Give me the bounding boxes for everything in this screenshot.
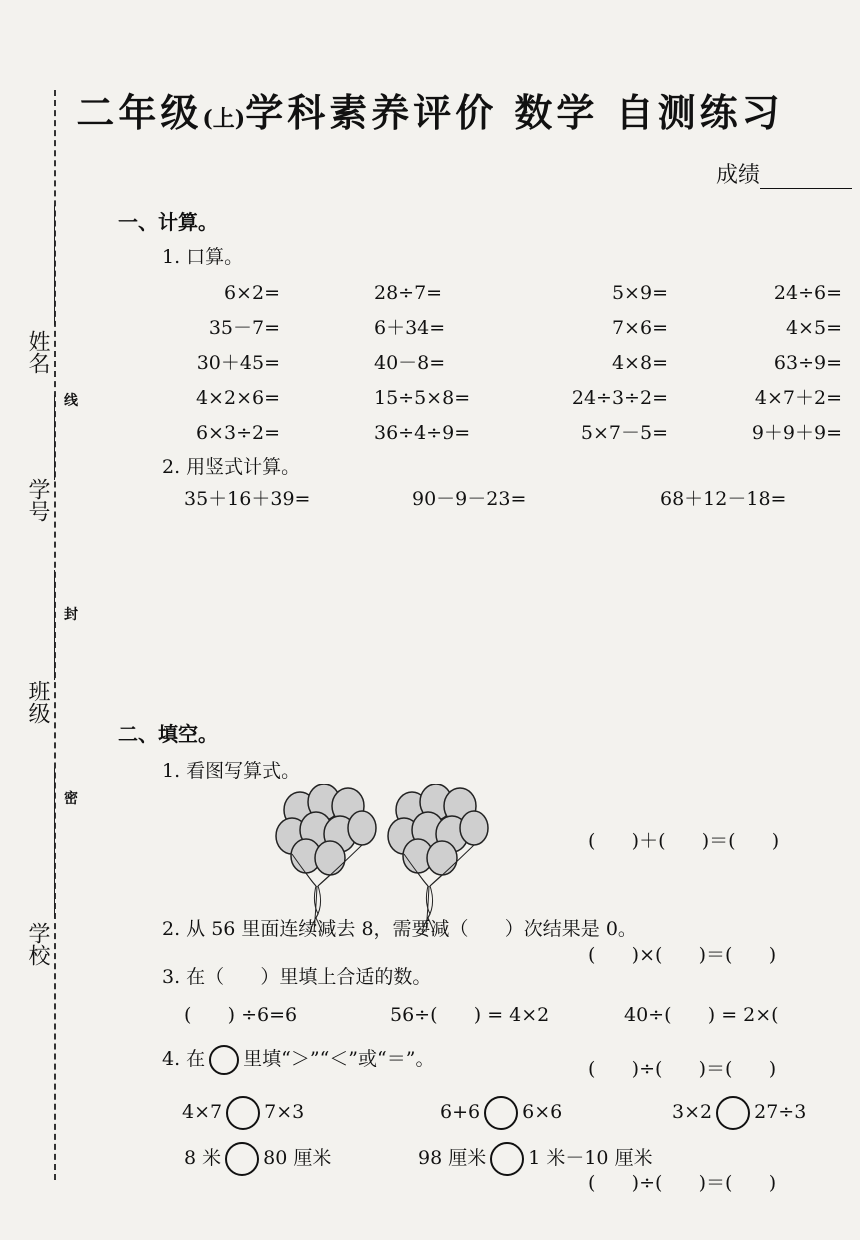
school-blank <box>54 768 55 918</box>
compare-left: 6+6 <box>440 1101 481 1123</box>
problem: 40－8= <box>374 352 446 374</box>
q2-text: 2. 从 56 里面连续减去 8，需要减（ ）次结果是 0。 <box>162 918 637 940</box>
compare-right: 27÷3 <box>754 1101 807 1123</box>
seal-mark-line: 线 <box>64 393 78 409</box>
problem: 4×2×6= <box>195 387 280 409</box>
problem: 5×7－5= <box>580 422 668 444</box>
problem: 5×9= <box>611 282 668 304</box>
q4-prefix: 4. 在 <box>162 1048 206 1070</box>
oral-col-1 <box>188 276 280 451</box>
vertical-problem-3: 68＋12－18= <box>660 488 787 510</box>
compare-circle[interactable] <box>490 1142 524 1176</box>
class-blank <box>54 570 55 680</box>
score-blank[interactable] <box>760 166 852 189</box>
oral-col-3 <box>560 276 668 451</box>
problem: 6×2= <box>223 282 280 304</box>
section-2-heading: 二、填空。 <box>118 722 218 746</box>
compare-item <box>418 1142 653 1176</box>
problem: 30＋45= <box>196 352 280 374</box>
compare-left: 98 厘米 <box>418 1147 487 1169</box>
compare-item <box>182 1096 304 1130</box>
name-label: 姓名 <box>25 330 50 374</box>
score-label: 成绩 <box>715 163 760 188</box>
compare-left: 4×7 <box>182 1101 223 1123</box>
problem: 6＋34= <box>374 317 446 339</box>
student-id-label: 学号 <box>25 478 50 522</box>
seal-mark-seal: 封 <box>64 607 78 623</box>
compare-circle[interactable] <box>225 1142 259 1176</box>
problem: 7×6= <box>611 317 668 339</box>
class-label: 班级 <box>25 680 50 724</box>
vertical-problem-2: 90－9－23= <box>412 488 527 510</box>
formula-blank-div-2[interactable]: ( )÷( )＝( ) <box>588 1172 777 1194</box>
formula-blank-mul[interactable]: ( )×( )＝( ) <box>588 944 777 966</box>
oral-col-2 <box>374 276 470 451</box>
compare-circle[interactable] <box>226 1096 260 1130</box>
seal-mark-secret: 密 <box>64 791 78 807</box>
vertical-calc-title: 2. 用竖式计算。 <box>162 456 301 478</box>
q4-text <box>162 1044 434 1075</box>
problem: 4×7＋2= <box>754 387 842 409</box>
balloon-bunch-icon <box>384 784 496 934</box>
compare-circle[interactable] <box>484 1096 518 1130</box>
compare-right: 80 厘米 <box>263 1147 332 1169</box>
section-1-heading: 一、计算。 <box>118 210 218 234</box>
problem: 35－7= <box>208 317 280 339</box>
q1-title: 1. 看图写算式。 <box>162 760 301 782</box>
problem: 9＋9＋9= <box>751 422 842 444</box>
problem: 4×5= <box>785 317 842 339</box>
q3-text: 3. 在（ ）里填上合适的数。 <box>162 966 432 988</box>
compare-item <box>184 1142 331 1176</box>
q4-suffix: 里填“＞”“＜”或“＝”。 <box>243 1048 435 1070</box>
compare-circle[interactable] <box>716 1096 750 1130</box>
q3-item-1[interactable]: ( ) ÷6=6 <box>184 1004 298 1026</box>
compare-right: 6×6 <box>522 1101 563 1123</box>
problem: 4×8= <box>611 352 668 374</box>
compare-item <box>440 1096 562 1130</box>
balloon-bunch-icon <box>272 784 384 934</box>
compare-item <box>672 1096 806 1130</box>
vertical-problem-1: 35＋16＋39= <box>184 488 311 510</box>
circle-icon <box>209 1045 239 1075</box>
school-label: 学校 <box>25 922 50 966</box>
problem: 15÷5×8= <box>374 387 471 409</box>
formula-blank-div-1[interactable]: ( )÷( )＝( ) <box>588 1058 777 1080</box>
oral-calc-grid <box>0 276 860 456</box>
problem: 28÷7= <box>374 282 443 304</box>
problem: 6×3÷2= <box>195 422 280 444</box>
oral-calc-title: 1. 口算。 <box>162 246 244 268</box>
oral-col-4 <box>730 276 842 451</box>
compare-left: 8 米 <box>184 1147 222 1169</box>
problem: 63÷9= <box>773 352 842 374</box>
compare-right: 7×3 <box>264 1101 305 1123</box>
score-field[interactable] <box>716 158 852 189</box>
problem: 36÷4÷9= <box>374 422 471 444</box>
q3-item-3[interactable]: 40÷( ) = 2×( <box>624 1004 779 1026</box>
compare-right: 1 米－10 厘米 <box>528 1147 653 1169</box>
page-title: 二年级(上)学科素养评价 数学 自测练习 <box>76 90 784 135</box>
formula-blank-add[interactable]: ( )＋( )＝( ) <box>588 830 780 852</box>
compare-left: 3×2 <box>672 1101 713 1123</box>
problem: 24÷6= <box>773 282 842 304</box>
q3-item-2[interactable]: 56÷( ) = 4×2 <box>390 1004 550 1026</box>
problem: 24÷3÷2= <box>571 387 668 409</box>
